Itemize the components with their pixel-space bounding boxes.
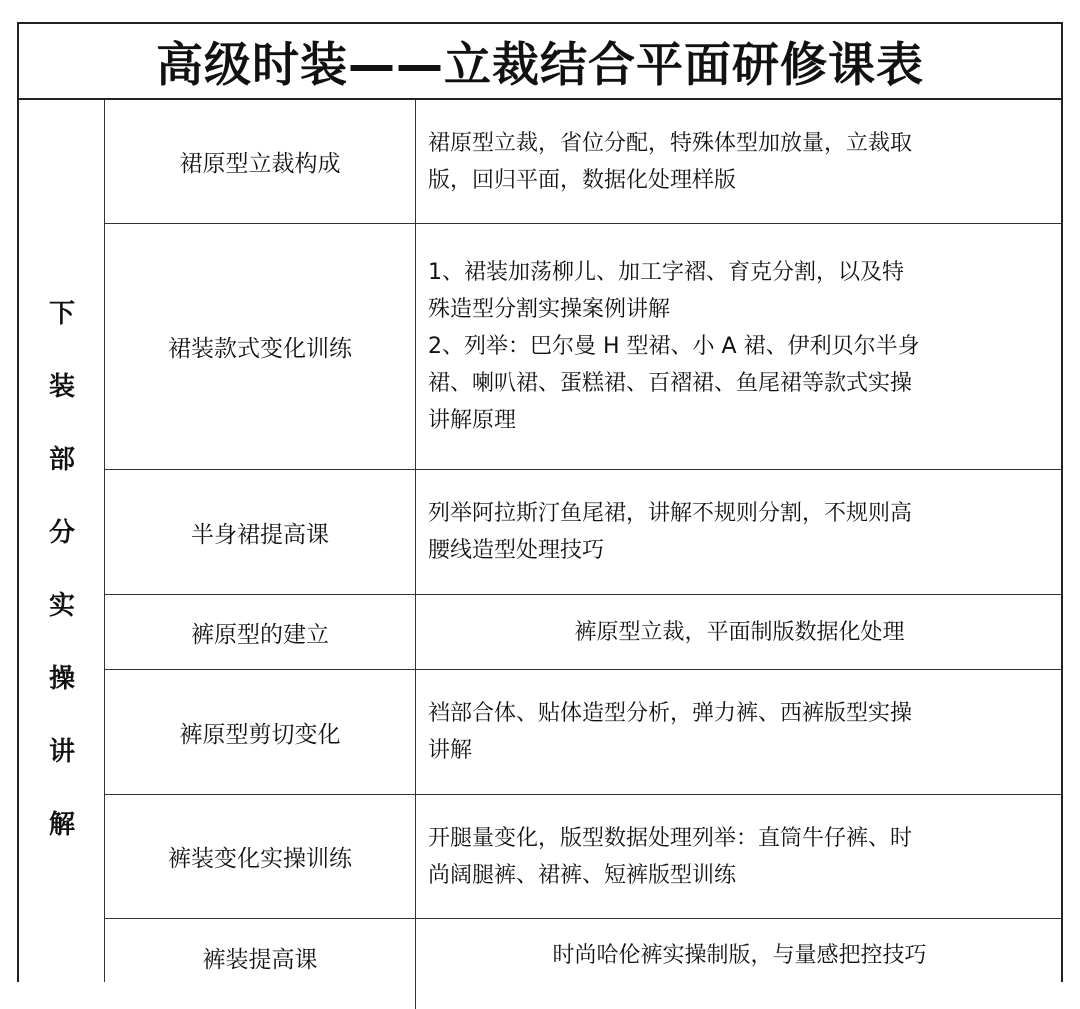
table-row xyxy=(105,100,1061,224)
course-name: 裤原型的建立 xyxy=(105,595,416,669)
table-row xyxy=(105,795,1061,919)
section-label-char: 解 xyxy=(48,810,75,840)
section-label-char: 部 xyxy=(48,445,75,475)
description-line: 2、列举：巴尔曼 H 型裙、小 A 裙、伊利贝尔半身 xyxy=(428,334,920,359)
course-description xyxy=(416,470,1061,594)
table-row xyxy=(105,670,1061,795)
section-label xyxy=(19,278,105,862)
section-label-char: 实 xyxy=(48,591,75,621)
course-name: 裤装提高课 xyxy=(105,919,416,1009)
course-name: 裙装款式变化训练 xyxy=(105,224,416,469)
description-line: 时尚哈伦裤实操制版，与量感把控技巧 xyxy=(552,943,927,968)
course-name: 裤装变化实操训练 xyxy=(105,795,416,918)
section-label-char: 装 xyxy=(48,372,75,402)
description-line: 裆部合体、贴体造型分析，弹力裤、西裤版型实操 xyxy=(428,701,913,726)
table-title: 高级时装——立裁结合平面研修课表 xyxy=(19,24,1061,100)
section-label-char: 下 xyxy=(48,299,75,329)
section-label-char: 分 xyxy=(48,518,75,548)
course-name: 裙原型立裁构成 xyxy=(105,100,416,223)
section-column xyxy=(19,100,105,982)
course-name: 裤原型剪切变化 xyxy=(105,670,416,794)
description-line: 开腿量变化，版型数据处理列举：直筒牛仔裤、时 xyxy=(428,825,913,851)
course-description xyxy=(416,100,1061,223)
table-row xyxy=(105,470,1061,595)
course-name: 半身裙提高课 xyxy=(105,470,416,594)
course-table xyxy=(17,22,1063,982)
description-line: 讲解原理 xyxy=(428,408,517,433)
section-label-char: 讲 xyxy=(48,737,75,767)
table-row xyxy=(105,595,1061,670)
description-line: 裙、喇叭裙、蛋糕裙、百褶裙、鱼尾裙等款式实操 xyxy=(428,371,913,396)
course-description xyxy=(416,670,1061,794)
description-line: 讲解 xyxy=(428,738,473,763)
description-line: 殊造型分割实操案例讲解 xyxy=(428,297,671,322)
section-label-char: 操 xyxy=(48,664,75,694)
description-line: 列举阿拉斯汀鱼尾裙，讲解不规则分割，不规则高 xyxy=(428,501,913,526)
description-line: 裙原型立裁，省位分配，特殊体型加放量，立裁取 xyxy=(428,130,913,156)
description-line: 裤原型立裁，平面制版数据化处理 xyxy=(574,619,905,645)
description-line: 尚阔腿裤、裙裤、短裤版型训练 xyxy=(428,862,737,888)
description-line: 版，回归平面，数据化处理样版 xyxy=(428,167,737,193)
table-row xyxy=(105,919,1061,1009)
course-description xyxy=(416,595,1061,669)
description-line: 1、裙装加荡柳儿、加工字褶、育克分割，以及特 xyxy=(428,260,904,285)
course-description xyxy=(416,919,1061,1009)
course-description xyxy=(416,224,1061,469)
description-line: 腰线造型处理技巧 xyxy=(428,538,605,563)
course-description xyxy=(416,795,1061,918)
table-row xyxy=(105,224,1061,470)
